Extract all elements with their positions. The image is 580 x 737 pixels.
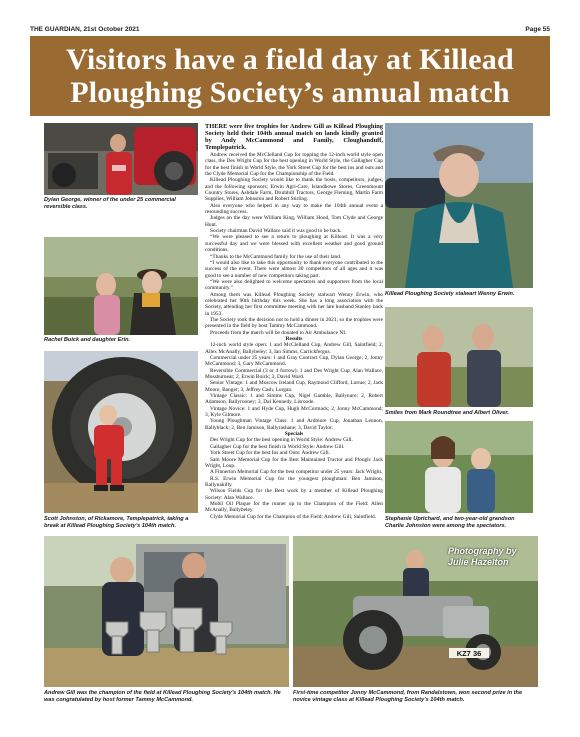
- tractor-number-plate: KZ7 36: [456, 649, 482, 658]
- result-entry: Senior Vintage: 1 and Moscow Ireland Cup, Raymond Clifford, Lurrae; 2, Jack Moore, Banger; 3, Jeffrey Cash, Lurgan.: [205, 380, 383, 393]
- article-paragraph: Society chairman David Wallace said it was good to be back.: [210, 228, 342, 235]
- article-paragraph: Andrew received the McClelland Cup for topping the 12-inch world style open class, the Des Wright Cup for the best opening in World Style, the Gallagher Cup for the best finish in World Style, the York Street Cup for the best ins and outs and the Clyde Memorial Cup for the Championship of the Field.: [205, 152, 383, 178]
- headline-banner: [30, 36, 550, 116]
- special-entry: Mobil Oil Plaque for the runner up to the Champion of the Field: Allen McAnally, Ballybeley.: [205, 500, 383, 514]
- article-paragraph: The Society took the decision not to hold a dinner in 2021, so the trophies were presented in the field by host Tammy McCammond.: [205, 316, 383, 330]
- result-entry: Young Ploughman Vintage Class: 1 and Ardmore Cup, Jonathan Lennon, Ballyblack; 2, Ben Jamison, Ballyrashane; 3, David Taylor.: [205, 418, 383, 431]
- special-entry: A Finnerton Memorial Cup for the best competitor under 25 years: Jack Wright.: [210, 469, 383, 476]
- page-headline: [30, 36, 550, 109]
- publication-date: THE GUARDIAN, 21st October 2021: [30, 26, 140, 33]
- article-paragraph: “I would also like to take this opportunity to thank everyone contributed to the success of the event. There were almost 30 competitors of all ages and it was good to see a number of new competitors taking part.: [205, 259, 383, 279]
- article-paragraph: “We were also delighted to welcome spectators and supporters from the local community.”: [205, 278, 383, 292]
- caption-jonny-mccammond: First-time competitor Jonny McCammond, from Randalstown, won second prize in the novice vintage class at Killead Ploughing Society’s 104th match.: [293, 690, 523, 703]
- headline-line-1: Visitors have a field day at Killead: [66, 43, 514, 76]
- caption-stephanie-uprichard: Stephanie Uprichard, and two-year-old grandson Charlie Johnston were among the spectators.: [385, 516, 515, 529]
- result-entry: Vintage Classic: 1 and Simms Cup, Nigel Gamble, Ballynure; 2, Robert Adamson, Ballyrooney; 3, Dal Kennedy, Lisroode.: [205, 393, 383, 406]
- special-entry: R.S. Erwin Memorial Cup for the youngest ploughman: Ben Jamison, Ballynakilly.: [205, 475, 383, 488]
- caption-andrew-gill: Andrew Gill was the champion of the field at Killead Ploughing Society’s 104th match. He was congratulated by host former Tammy McCammond.: [44, 690, 281, 703]
- caption-scott-johnston: Scott Johnston, of Rickamore, Templepatrick, taking a break at Killead Ploughing Society’s 104th match.: [44, 516, 189, 529]
- caption-wenny-erwin: Killead Ploughing Society stalwart Wenny Erwin.: [385, 291, 515, 297]
- caption-dylan-george: Dylan George, winner of the under 25 commercial reversible class.: [44, 197, 176, 210]
- article-paragraph: Judges on the day were William King, William Hood, Tom Clyde and George Hunt.: [205, 215, 383, 228]
- photo-stephanie-uprichard: [385, 421, 533, 513]
- special-entry: York Street Cup for the best Ins and Outs: Andrew Gill.: [210, 450, 330, 457]
- article-paragraph: “Thanks to the McCammond family for the use of their land.: [210, 253, 342, 260]
- special-entry: Clyde Memorial Cup for the Champion of the Field: Andrew Gill, Saintfield.: [210, 513, 377, 520]
- results-heading: Results: [285, 335, 303, 342]
- photo-credit: Photography by Julie Hazelton: [448, 546, 517, 567]
- photo-wenny-erwin: [385, 123, 533, 288]
- masthead: [30, 26, 550, 36]
- article-paragraph: Killead Ploughing Society would like to thank the hosts, competitors, judges, and the following sponsors; Erwin Agri-Care, Islandhowe Stores, Greenmount Country Stores, Ashdale Farm, Drumhill Tractors, George Fleming, Martin Farm Supplies, William Johnston and Robert Stirling.: [205, 177, 383, 203]
- special-entry: Gallagher Cup for the best finish in World Style: Andrew Gill.: [210, 443, 345, 450]
- specials-heading: Specials: [284, 431, 304, 438]
- caption-rachel-buick: Rachel Buick and daughter Erin.: [44, 337, 131, 343]
- result-entry: Vintage Novice: 1 and Hyde Cup, Hugh McCormack; 2, Jonny McCammond; 3, Kyle Gilmore.: [205, 405, 383, 419]
- caption-roundtree-oliver: Smiles from Mark Roundtree and Albert Oliver.: [385, 410, 509, 416]
- article-paragraph: Proceeds from the match will be donated to Air Ambulance NI.: [210, 329, 347, 336]
- article-paragraph: Also everyone who helped in any way to make the 104th annual event a resounding success.: [205, 202, 383, 216]
- photo-andrew-gill: [44, 536, 289, 687]
- photo-roundtree-oliver: [385, 307, 533, 407]
- article-paragraph: “We were pleased to see a return to ploughing at Killead. It was a very successful day and we were blessed with excellent weather and good ground conditions.: [205, 234, 383, 254]
- special-entry: Sam Moore Memorial Cup for the Best Maintained Tractor and Plough: Jack Wright, Loup.: [205, 456, 383, 469]
- article-lead: THERE were five trophies for Andrew Gill as Killead Ploughing Society held their 104th annual match on lands kindly granted by Andy McCammond and Family, Cloughanduff, Templepatrick.: [205, 123, 383, 151]
- result-entry: Commercial under 25 years: 1 and Gray Contract Cup, Dylan George; 2, Jonny McCammond; 3, Gary McCammond.: [205, 355, 383, 368]
- headline-line-2: Ploughing Society’s annual match: [70, 76, 510, 109]
- result-entry: Reversible Commercial (3 or 4 furrow): 1 and Des Wright Cup, Alan Wallace, Mossburnear; 2, Erwin Buick; 3, David Ward.: [205, 367, 383, 381]
- photo-scott-johnston: [44, 351, 198, 513]
- photo-rachel-buick: [44, 237, 198, 335]
- result-entry: 12-inch world style open: 1 and McClelland Cup, Andrew Gill, Saintfield; 2, Allex McAnally, Ballybeley; 3, Ian Simms, Carrickfergus.: [205, 342, 383, 355]
- special-entry: Wilson Fields Cup for the Best work by a member of Killead Ploughing Society: Alan Wallace.: [205, 488, 383, 501]
- article-paragraph: Among them was Killead Ploughing Society stalwart Wenny Erwin, who celebrated her 90th birthday this week. She has a long association with the Society, attending her first committee meeting with her late husband Stanley back in 1953.: [205, 291, 383, 317]
- photo-dylan-george: [44, 123, 198, 195]
- article-body: [205, 123, 383, 531]
- special-entry: Des Wright Cup for the best opening in World Style: Andrew Gill.: [210, 437, 353, 444]
- page-number: Page 55: [525, 26, 550, 33]
